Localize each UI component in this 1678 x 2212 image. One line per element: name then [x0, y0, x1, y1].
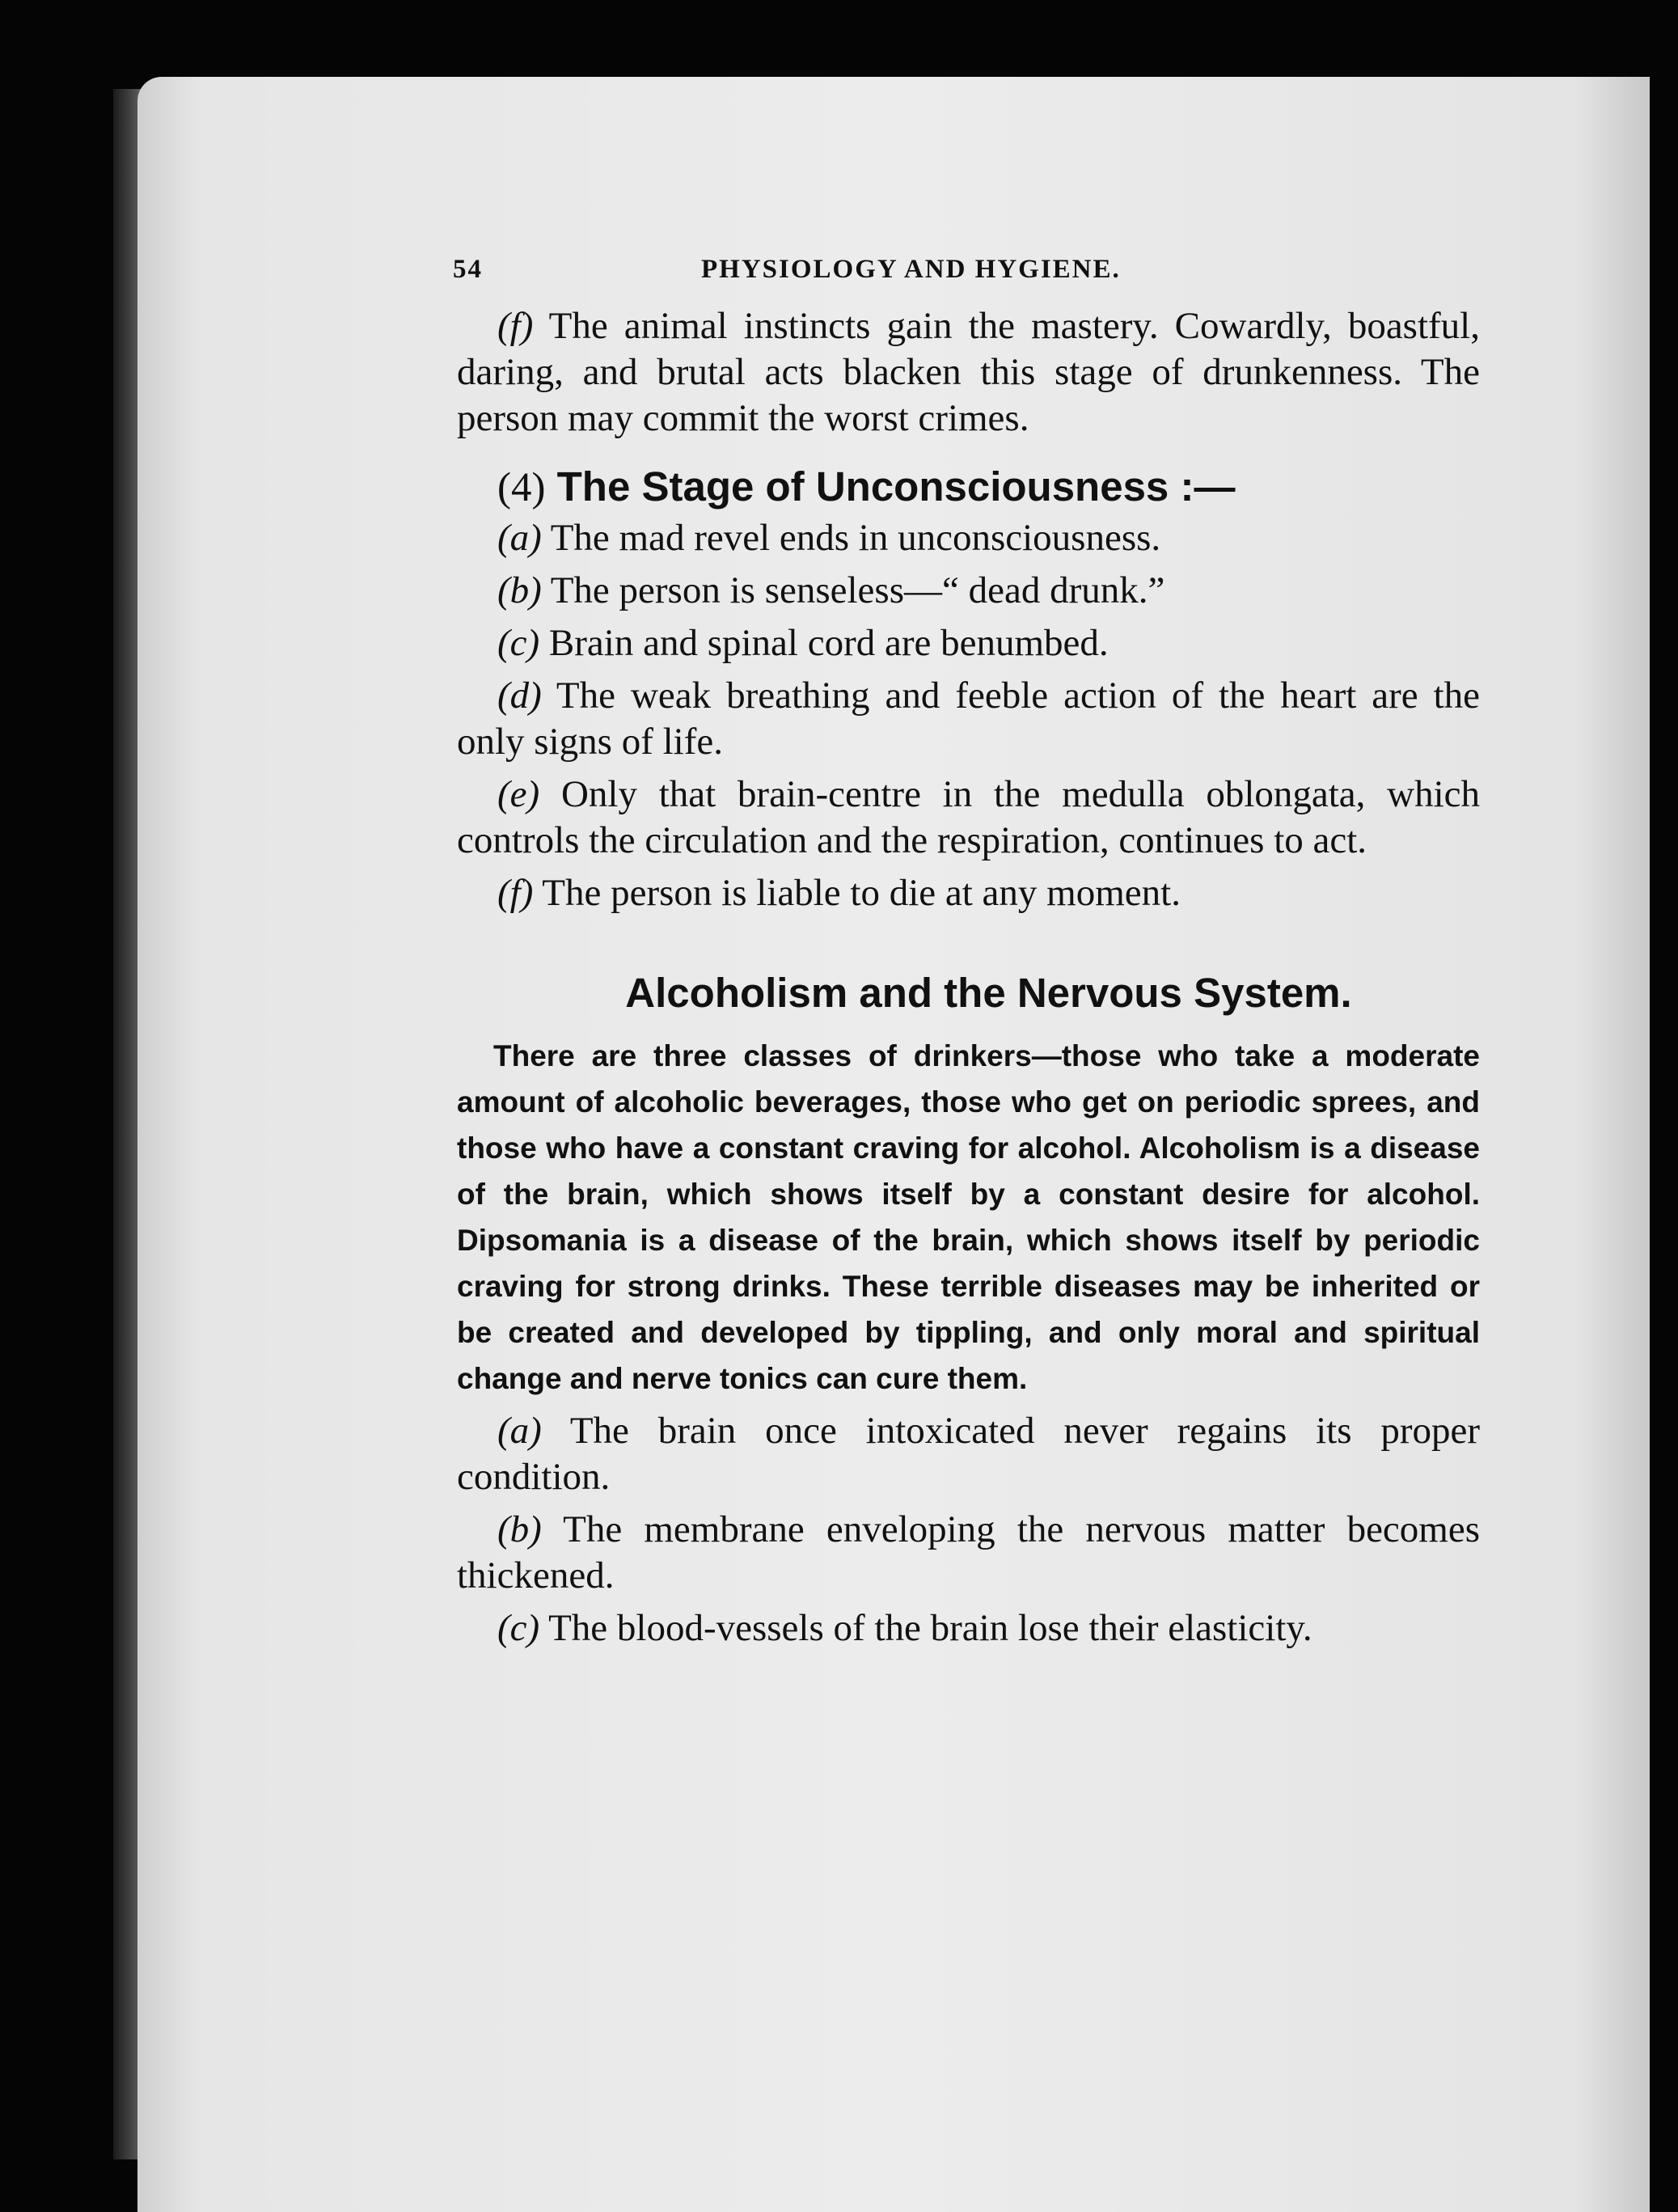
stage3-item-f	[457, 303, 1480, 442]
section-heading: Alcoholism and the Nervous System.	[625, 970, 1352, 1016]
item-marker: (a)	[497, 517, 542, 559]
page-text	[453, 255, 1481, 1652]
item-marker: (f)	[497, 872, 534, 914]
stage4-item-a	[457, 515, 1480, 561]
running-head	[453, 255, 1480, 303]
page-number: 54	[453, 255, 483, 284]
item-text: The brain once intoxicated never regains its proper condition.	[457, 1410, 1481, 1498]
stage4-item-f	[457, 870, 1480, 916]
section-item-c	[457, 1605, 1480, 1652]
item-text: The mad revel ends in unconsciousness.	[550, 517, 1161, 559]
item-marker: (c)	[497, 1607, 540, 1649]
stage4-item-c	[457, 620, 1480, 666]
item-text: The animal instincts gain the mastery. Cowardly, boastful, daring, and brutal acts blacken this stage of drunkenness. The person may commit the worst crimes.	[457, 305, 1480, 439]
item-marker: (c)	[497, 622, 540, 664]
item-text: The person is liable to die at any moment.	[542, 872, 1181, 914]
stage4-item-e	[457, 772, 1480, 864]
item-text: Brain and spinal cord are benumbed.	[548, 622, 1109, 664]
stage4-heading	[457, 459, 1480, 515]
stage4-item-d	[457, 673, 1480, 765]
running-title: PHYSIOLOGY AND HYGIENE.	[701, 255, 1121, 284]
item-text: The membrane enveloping the nervous matter becomes thickened.	[457, 1508, 1480, 1597]
stage-heading-text: The Stage of Unconsciousness :—	[556, 463, 1236, 510]
item-text: The weak breathing and feeble action of the heart are the only signs of life.	[457, 675, 1480, 763]
item-marker: (b)	[497, 1508, 542, 1550]
item-marker: (d)	[497, 675, 542, 717]
stage4-item-b	[457, 568, 1480, 614]
item-marker: (f)	[497, 305, 534, 347]
item-marker: (b)	[497, 569, 542, 611]
section-item-b	[457, 1507, 1480, 1599]
item-text: Only that brain-centre in the medulla oblongata, which controls the circulation and the respiration, continues to act.	[457, 773, 1481, 861]
section-item-a	[457, 1408, 1480, 1500]
stage-number: (4)	[497, 465, 546, 510]
item-marker: (e)	[497, 773, 540, 815]
item-marker: (a)	[497, 1410, 542, 1452]
section-intro: There are three classes of drinkers—those who take a moderate amount of alcoholic beverages, those who get on periodic sprees, and those who have a constant craving for alcohol. Alcoholism is a disease of the brain, which shows itself by a constant desire for alcohol. Dipsomania is a disease of the brain, which shows itself by periodic craving for strong drinks. These terrible diseases may be inherited or be created and developed by tippling, and only moral and spiritual change and nerve tonics can cure them.	[457, 1039, 1480, 1395]
item-text: The blood-vessels of the brain lose their elasticity.	[548, 1607, 1312, 1649]
item-text: The person is senseless—“ dead drunk.”	[550, 569, 1165, 611]
